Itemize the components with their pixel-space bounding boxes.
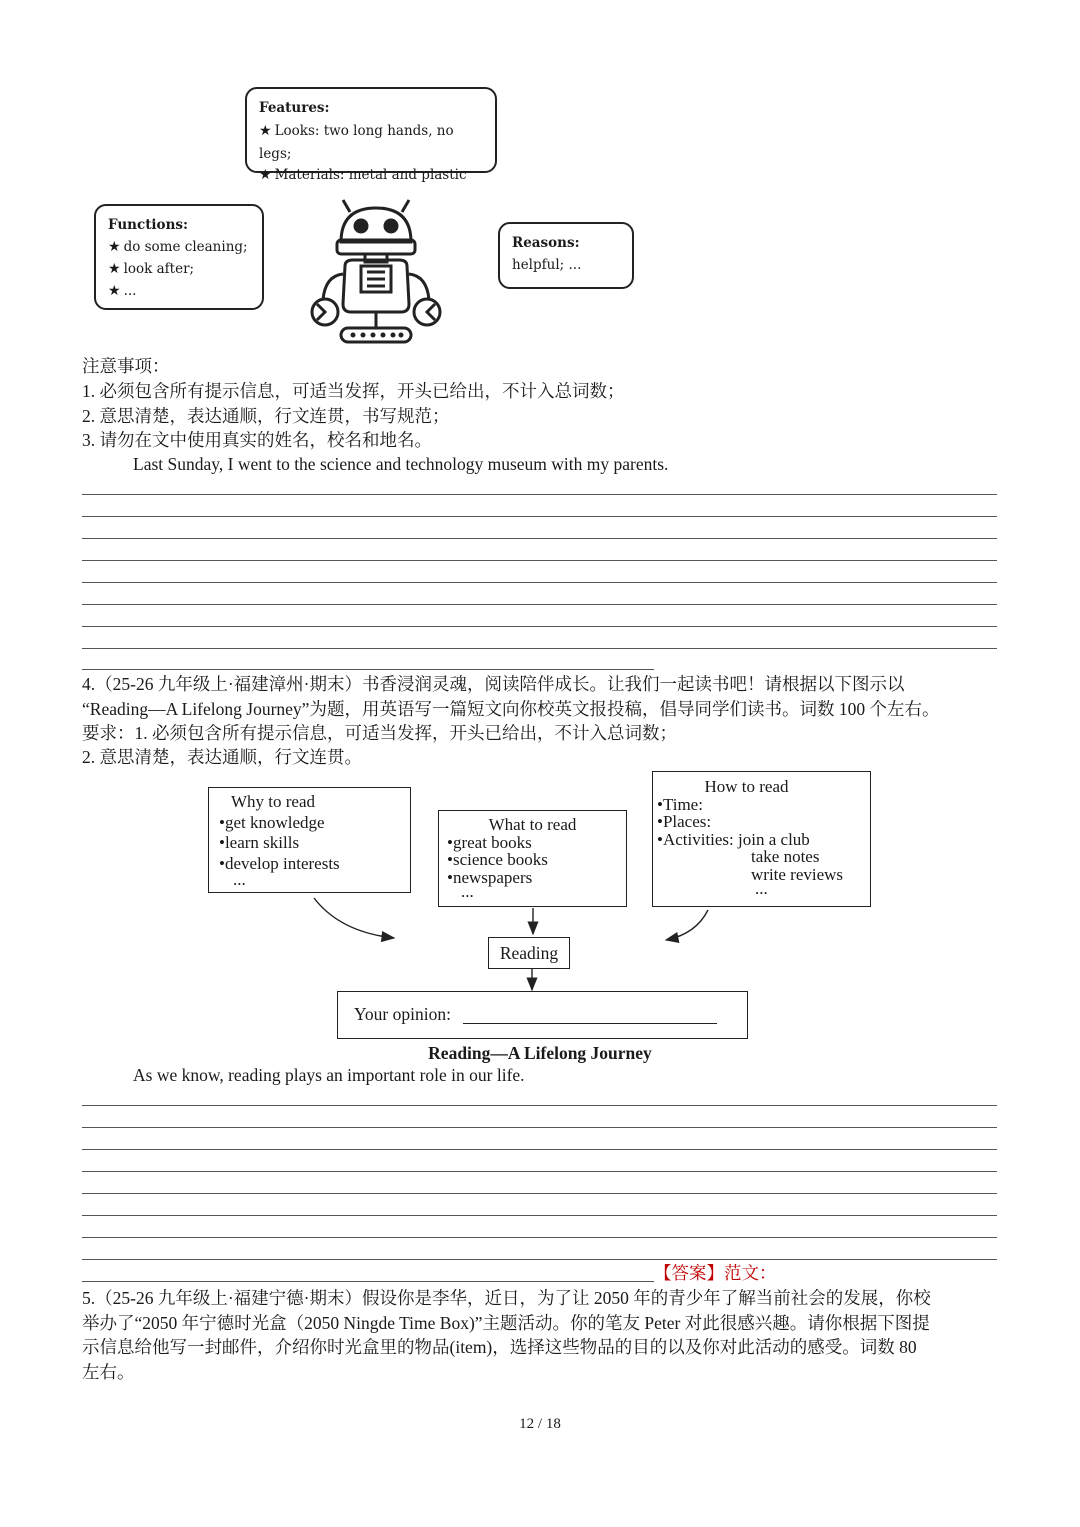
q5-prompt-line: 举办了“2050 年宁德时光盒（2050 Ningde Time Box)”主题活动。你的笔友 Peter 对此很感兴趣。请你根据下图提 bbox=[82, 1313, 930, 1333]
star-icon: ★ bbox=[259, 167, 272, 183]
q5-prompt-line: 左右。 bbox=[82, 1362, 135, 1382]
writing-line bbox=[82, 669, 654, 670]
star-icon: ★ bbox=[108, 261, 121, 277]
star-icon: ★ bbox=[259, 123, 272, 139]
functions-title: Functions: bbox=[108, 217, 188, 233]
what-to-read-title: What to read bbox=[488, 815, 577, 834]
features-item: ★ Looks: two long hands, no legs; bbox=[259, 123, 454, 162]
essay-opening: As we know, reading plays an important role in our life. bbox=[133, 1065, 525, 1085]
writing-line bbox=[82, 516, 997, 517]
essay-opening: Last Sunday, I went to the science and technology museum with my parents. bbox=[133, 454, 669, 474]
notes-item: 2. 意思清楚，表达通顺，行文连贯，书写规范； bbox=[82, 406, 450, 426]
how-item: • Places: bbox=[657, 813, 866, 831]
writing-line bbox=[82, 604, 997, 605]
your-opinion-label: Your opinion: bbox=[354, 1004, 451, 1024]
what-more: ... bbox=[461, 882, 474, 901]
features-item: ★ Materials: metal and plastic bbox=[259, 167, 467, 183]
notes-heading: 注意事项： bbox=[82, 356, 170, 376]
reasons-text: helpful; ... bbox=[512, 257, 582, 273]
why-to-read-title: Why to read bbox=[231, 792, 316, 811]
reasons-box bbox=[498, 222, 634, 289]
reasons-title: Reasons: bbox=[512, 235, 580, 251]
writing-line bbox=[82, 538, 997, 539]
functions-item: ★ do some cleaning; bbox=[108, 239, 248, 255]
how-item: • Time: bbox=[657, 796, 866, 814]
notes-item: 1. 必须包含所有提示信息，可适当发挥，开头已给出，不计入总词数； bbox=[82, 381, 625, 401]
why-to-read-box bbox=[208, 787, 411, 893]
q4-prompt-line: 4.（25-26 九年级上·福建漳州·期末）书香浸润灵魂，阅读陪伴成长。让我们一起读书吧！请根据以下图示以 bbox=[82, 674, 905, 694]
writing-line bbox=[82, 1215, 997, 1216]
what-item: • newspapers bbox=[447, 869, 618, 887]
writing-line bbox=[82, 1237, 997, 1238]
functions-item: ★ look after; bbox=[108, 261, 195, 277]
why-more: ... bbox=[233, 870, 246, 889]
writing-line bbox=[82, 1259, 997, 1260]
why-item: • learn skills bbox=[219, 833, 400, 854]
how-to-read-title: How to read bbox=[704, 777, 789, 796]
star-icon: ★ bbox=[108, 283, 121, 299]
page-number: 12 / 18 bbox=[519, 1416, 561, 1432]
writing-line bbox=[82, 1127, 997, 1128]
your-opinion-box bbox=[337, 991, 748, 1039]
writing-line bbox=[82, 1281, 654, 1282]
reading-center-label: Reading bbox=[499, 943, 559, 963]
how-item: take notes bbox=[751, 847, 820, 866]
functions-box bbox=[94, 204, 264, 310]
why-item: • get knowledge bbox=[219, 813, 400, 834]
writing-line bbox=[82, 626, 997, 627]
q5-prompt-line: 示信息给他写一封邮件，介绍你时光盒里的物品(item)，选择这些物品的目的以及你对此活动的感受。词数 80 bbox=[82, 1337, 917, 1357]
writing-line bbox=[82, 494, 997, 495]
writing-line bbox=[82, 1171, 997, 1172]
q4-prompt-line: 2. 意思清楚，表达通顺，行文连贯。 bbox=[82, 747, 362, 767]
star-icon: ★ bbox=[108, 239, 121, 255]
how-to-read-box bbox=[652, 771, 871, 907]
opinion-blank bbox=[463, 1023, 717, 1024]
what-item: • science books bbox=[447, 851, 618, 869]
answer-label: 【答案】范文： bbox=[654, 1263, 777, 1283]
features-box bbox=[245, 87, 497, 183]
writing-line bbox=[82, 1193, 997, 1194]
q4-prompt-line: 要求：1. 必须包含所有提示信息，可适当发挥，开头已给出，不计入总词数； bbox=[82, 723, 677, 743]
writing-line bbox=[82, 582, 997, 583]
chart-title: Reading—A Lifelong Journey bbox=[428, 1043, 652, 1063]
how-item: • Activities: join a club bbox=[657, 831, 866, 849]
notes-item: 3. 请勿在文中使用真实的姓名，校名和地名。 bbox=[82, 430, 432, 450]
writing-line bbox=[82, 1105, 997, 1106]
how-item: write reviews bbox=[751, 864, 844, 884]
reading-center-box bbox=[488, 937, 570, 969]
q5-prompt-line: 5.（25-26 九年级上·福建宁德·期末）假设你是李华，近日，为了让 2050 年的青少年了解当前社会的发展，你校 bbox=[82, 1288, 931, 1308]
writing-line bbox=[82, 560, 997, 561]
writing-line bbox=[82, 648, 997, 649]
why-item: • develop interests bbox=[219, 854, 400, 875]
functions-item: ★ ... bbox=[108, 283, 137, 299]
how-more: ... bbox=[755, 879, 768, 898]
robot-illustration bbox=[305, 196, 447, 348]
what-item: • great books bbox=[447, 834, 618, 852]
q4-prompt-line: “Reading—A Lifelong Journey”为题，用英语写一篇短文向你校英文报投稿，倡导同学们读书。词数 100 个左右。 bbox=[82, 699, 940, 719]
writing-line bbox=[82, 1149, 997, 1150]
features-title: Features: bbox=[259, 100, 330, 116]
